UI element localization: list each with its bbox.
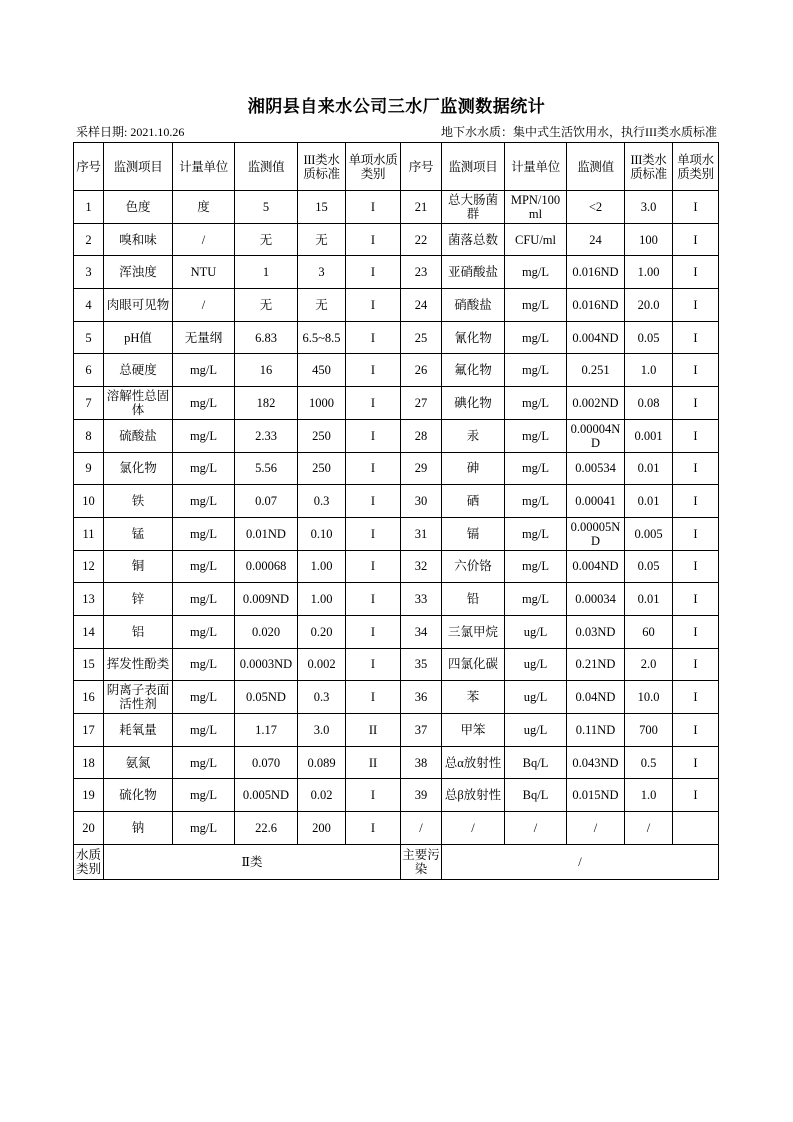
cell-standard: 3.0	[625, 191, 673, 224]
summary-row	[74, 844, 719, 879]
cell-no: 21	[401, 191, 442, 224]
table-row	[74, 191, 719, 224]
cell-grade: I	[673, 583, 719, 616]
cell-standard: 0.01	[625, 485, 673, 518]
cell-item: 氨氮	[104, 746, 173, 779]
cell-standard: 700	[625, 714, 673, 747]
cell-value: 2.33	[235, 419, 298, 452]
cell-item: 钠	[104, 812, 173, 845]
table-row	[74, 321, 719, 354]
table-body	[74, 191, 719, 845]
cell-unit: Bq/L	[505, 779, 567, 812]
cell-grade: I	[673, 387, 719, 420]
cell-unit: /	[505, 812, 567, 845]
header-unit: 计量单位	[173, 143, 235, 191]
cell-grade: I	[346, 485, 401, 518]
cell-value: 0.016ND	[567, 256, 625, 289]
cell-unit: 无量纲	[173, 321, 235, 354]
cell-standard: 100	[625, 223, 673, 256]
cell-grade: I	[346, 648, 401, 681]
cell-grade: I	[346, 191, 401, 224]
cell-no: 20	[74, 812, 104, 845]
cell-item: 六价铬	[442, 550, 505, 583]
cell-unit: /	[173, 289, 235, 322]
cell-no: /	[401, 812, 442, 845]
cell-grade: I	[346, 615, 401, 648]
cell-item: 色度	[104, 191, 173, 224]
cell-unit: mg/L	[173, 419, 235, 452]
cell-standard: 0.002	[298, 648, 346, 681]
cell-standard: /	[625, 812, 673, 845]
cell-grade: I	[346, 223, 401, 256]
header-item: 监测项目	[104, 143, 173, 191]
cell-grade: I	[346, 354, 401, 387]
cell-no: 29	[401, 452, 442, 485]
cell-value: 16	[235, 354, 298, 387]
cell-no: 2	[74, 223, 104, 256]
page-title: 湘阴县自来水公司三水厂监测数据统计	[247, 97, 546, 117]
cell-standard: 1000	[298, 387, 346, 420]
cell-item: 硫化物	[104, 779, 173, 812]
cell-value: /	[567, 812, 625, 845]
cell-no: 24	[401, 289, 442, 322]
cell-value: 0.00004ND	[567, 419, 625, 452]
cell-item: 碘化物	[442, 387, 505, 420]
cell-no: 35	[401, 648, 442, 681]
header-no: 序号	[401, 143, 442, 191]
cell-value: 0.05ND	[235, 681, 298, 714]
cell-standard: 0.089	[298, 746, 346, 779]
table-row	[74, 615, 719, 648]
water-quality-class-label: 水质类别	[74, 844, 104, 879]
cell-value: 0.04ND	[567, 681, 625, 714]
cell-grade: I	[346, 419, 401, 452]
cell-grade: I	[673, 485, 719, 518]
cell-no: 4	[74, 289, 104, 322]
water-type-note: 地下水水质：集中式生活饮用水，执行III类水质标准	[441, 125, 717, 139]
cell-no: 34	[401, 615, 442, 648]
cell-standard: 0.01	[625, 583, 673, 616]
cell-no: 17	[74, 714, 104, 747]
cell-item: 硫酸盐	[104, 419, 173, 452]
cell-item: 四氯化碳	[442, 648, 505, 681]
cell-no: 1	[74, 191, 104, 224]
cell-standard: 0.5	[625, 746, 673, 779]
cell-no: 25	[401, 321, 442, 354]
cell-unit: mg/L	[173, 452, 235, 485]
table-row	[74, 779, 719, 812]
cell-item: 菌落总数	[442, 223, 505, 256]
cell-value: 0.020	[235, 615, 298, 648]
cell-item: 锌	[104, 583, 173, 616]
cell-grade: I	[346, 387, 401, 420]
table-header	[74, 143, 719, 191]
cell-no: 5	[74, 321, 104, 354]
cell-grade: I	[673, 354, 719, 387]
cell-no: 16	[74, 681, 104, 714]
table-row	[74, 714, 719, 747]
cell-unit: 度	[173, 191, 235, 224]
cell-grade: I	[673, 648, 719, 681]
header-grade: 单项水质类别	[346, 143, 401, 191]
cell-standard: 0.01	[625, 452, 673, 485]
cell-value: 1.17	[235, 714, 298, 747]
cell-unit: Bq/L	[505, 746, 567, 779]
cell-unit: ug/L	[505, 648, 567, 681]
table-footer	[74, 844, 719, 879]
cell-standard: 0.05	[625, 321, 673, 354]
cell-item: 硝酸盐	[442, 289, 505, 322]
cell-value: 0.00005ND	[567, 517, 625, 550]
cell-unit: mg/L	[173, 615, 235, 648]
cell-unit: CFU/ml	[505, 223, 567, 256]
cell-grade: I	[673, 452, 719, 485]
cell-item: 溶解性总固体	[104, 387, 173, 420]
cell-no: 23	[401, 256, 442, 289]
cell-value: 0.00534	[567, 452, 625, 485]
cell-value: 0.00034	[567, 583, 625, 616]
cell-no: 33	[401, 583, 442, 616]
cell-grade: I	[673, 256, 719, 289]
cell-no: 3	[74, 256, 104, 289]
cell-value: 6.83	[235, 321, 298, 354]
cell-value: 0.11ND	[567, 714, 625, 747]
cell-no: 27	[401, 387, 442, 420]
cell-item: 铝	[104, 615, 173, 648]
cell-unit: mg/L	[505, 517, 567, 550]
cell-value: 0.004ND	[567, 550, 625, 583]
cell-unit: mg/L	[505, 321, 567, 354]
cell-no: 26	[401, 354, 442, 387]
cell-value: 5	[235, 191, 298, 224]
cell-unit: mg/L	[173, 387, 235, 420]
cell-no: 36	[401, 681, 442, 714]
cell-unit: mg/L	[173, 746, 235, 779]
cell-standard: 200	[298, 812, 346, 845]
cell-standard: 1.00	[298, 583, 346, 616]
cell-unit: mg/L	[505, 583, 567, 616]
cell-value: 24	[567, 223, 625, 256]
header-value: 监测值	[235, 143, 298, 191]
cell-standard: 450	[298, 354, 346, 387]
cell-standard: 15	[298, 191, 346, 224]
cell-value: 0.251	[567, 354, 625, 387]
cell-standard: 3.0	[298, 714, 346, 747]
table-row	[74, 289, 719, 322]
cell-item: 氯化物	[104, 452, 173, 485]
cell-item: 汞	[442, 419, 505, 452]
cell-standard: 无	[298, 289, 346, 322]
cell-grade: I	[673, 779, 719, 812]
cell-no: 30	[401, 485, 442, 518]
header-standard: III类水质标准	[625, 143, 673, 191]
cell-item: 苯	[442, 681, 505, 714]
cell-unit: mg/L	[173, 812, 235, 845]
cell-unit: mg/L	[173, 714, 235, 747]
cell-grade: I	[673, 746, 719, 779]
cell-value: 无	[235, 289, 298, 322]
cell-value: 0.005ND	[235, 779, 298, 812]
sample-date: 采样日期: 2021.10.26	[76, 125, 185, 139]
cell-grade: I	[346, 681, 401, 714]
cell-no: 31	[401, 517, 442, 550]
cell-standard: 0.005	[625, 517, 673, 550]
cell-standard: 250	[298, 452, 346, 485]
cell-unit: ug/L	[505, 615, 567, 648]
cell-value: 5.56	[235, 452, 298, 485]
cell-unit: mg/L	[505, 550, 567, 583]
cell-grade: I	[673, 321, 719, 354]
table-row	[74, 354, 719, 387]
cell-standard: 无	[298, 223, 346, 256]
cell-value: 0.015ND	[567, 779, 625, 812]
cell-unit: /	[173, 223, 235, 256]
cell-value: 22.6	[235, 812, 298, 845]
cell-grade: I	[673, 550, 719, 583]
table-row	[74, 681, 719, 714]
cell-no: 39	[401, 779, 442, 812]
cell-unit: mg/L	[173, 583, 235, 616]
cell-standard: 0.05	[625, 550, 673, 583]
cell-standard: 250	[298, 419, 346, 452]
cell-item: 总大肠菌群	[442, 191, 505, 224]
cell-unit: NTU	[173, 256, 235, 289]
cell-item: 浑浊度	[104, 256, 173, 289]
cell-item: 总α放射性	[442, 746, 505, 779]
cell-grade: I	[673, 714, 719, 747]
cell-grade: I	[346, 289, 401, 322]
cell-no: 10	[74, 485, 104, 518]
table-row	[74, 583, 719, 616]
cell-standard: 1.00	[298, 550, 346, 583]
cell-value: 0.0003ND	[235, 648, 298, 681]
table-row	[74, 812, 719, 845]
cell-item: 挥发性酚类	[104, 648, 173, 681]
cell-value: 0.00068	[235, 550, 298, 583]
cell-standard: 1.0	[625, 779, 673, 812]
cell-item: 肉眼可见物	[104, 289, 173, 322]
cell-unit: mg/L	[173, 779, 235, 812]
header-unit: 计量单位	[505, 143, 567, 191]
cell-unit: mg/L	[505, 256, 567, 289]
header-standard: III类水质标准	[298, 143, 346, 191]
cell-standard: 60	[625, 615, 673, 648]
cell-grade	[673, 812, 719, 845]
table-row	[74, 387, 719, 420]
cell-no: 18	[74, 746, 104, 779]
cell-item: 硒	[442, 485, 505, 518]
header-row	[74, 143, 719, 191]
cell-unit: mg/L	[505, 387, 567, 420]
cell-item: 阴离子表面活性剂	[104, 681, 173, 714]
header-item: 监测项目	[442, 143, 505, 191]
cell-no: 7	[74, 387, 104, 420]
cell-grade: I	[673, 289, 719, 322]
cell-no: 11	[74, 517, 104, 550]
main-pollutant-value: /	[442, 844, 719, 879]
main-pollutant-label: 主要污染	[401, 844, 442, 879]
cell-item: 总β放射性	[442, 779, 505, 812]
cell-item: 总硬度	[104, 354, 173, 387]
cell-value: 0.070	[235, 746, 298, 779]
cell-item: 砷	[442, 452, 505, 485]
cell-grade: I	[346, 517, 401, 550]
cell-no: 8	[74, 419, 104, 452]
cell-unit: mg/L	[173, 485, 235, 518]
cell-no: 19	[74, 779, 104, 812]
cell-item: 三氯甲烷	[442, 615, 505, 648]
cell-grade: I	[673, 223, 719, 256]
cell-item: 亚硝酸盐	[442, 256, 505, 289]
cell-grade: I	[346, 452, 401, 485]
cell-item: 锰	[104, 517, 173, 550]
table-row	[74, 517, 719, 550]
cell-grade: I	[673, 615, 719, 648]
cell-grade: I	[673, 681, 719, 714]
cell-standard: 1.0	[625, 354, 673, 387]
cell-item: 氟化物	[442, 354, 505, 387]
cell-unit: mg/L	[173, 550, 235, 583]
cell-value: 无	[235, 223, 298, 256]
water-quality-class-value: Ⅱ类	[104, 844, 401, 879]
cell-grade: I	[346, 256, 401, 289]
cell-standard: 6.5~8.5	[298, 321, 346, 354]
table-row	[74, 452, 719, 485]
cell-value: <2	[567, 191, 625, 224]
table-row	[74, 746, 719, 779]
cell-item: /	[442, 812, 505, 845]
cell-standard: 0.08	[625, 387, 673, 420]
cell-standard: 0.20	[298, 615, 346, 648]
cell-value: 0.002ND	[567, 387, 625, 420]
cell-item: 铜	[104, 550, 173, 583]
cell-unit: mg/L	[173, 681, 235, 714]
cell-item: 嗅和味	[104, 223, 173, 256]
table-row	[74, 256, 719, 289]
header-value: 监测值	[567, 143, 625, 191]
cell-standard: 0.02	[298, 779, 346, 812]
cell-grade: I	[346, 550, 401, 583]
cell-item: pH值	[104, 321, 173, 354]
table-row	[74, 223, 719, 256]
cell-unit: ug/L	[505, 681, 567, 714]
cell-standard: 0.10	[298, 517, 346, 550]
cell-standard: 0.001	[625, 419, 673, 452]
cell-no: 37	[401, 714, 442, 747]
cell-standard: 20.0	[625, 289, 673, 322]
cell-standard: 0.3	[298, 681, 346, 714]
monitoring-data-table	[73, 142, 719, 880]
cell-no: 14	[74, 615, 104, 648]
cell-value: 0.016ND	[567, 289, 625, 322]
cell-standard: 2.0	[625, 648, 673, 681]
cell-unit: ug/L	[505, 714, 567, 747]
cell-standard: 0.3	[298, 485, 346, 518]
cell-item: 耗氧量	[104, 714, 173, 747]
cell-value: 0.00041	[567, 485, 625, 518]
table-row	[74, 648, 719, 681]
meta-line	[76, 124, 717, 140]
table-row	[74, 419, 719, 452]
cell-value: 0.004ND	[567, 321, 625, 354]
cell-unit: mg/L	[505, 354, 567, 387]
cell-unit: mg/L	[505, 485, 567, 518]
cell-standard: 1.00	[625, 256, 673, 289]
cell-value: 182	[235, 387, 298, 420]
cell-grade: I	[346, 812, 401, 845]
cell-grade: I	[346, 321, 401, 354]
cell-grade: I	[673, 517, 719, 550]
cell-no: 15	[74, 648, 104, 681]
cell-value: 0.21ND	[567, 648, 625, 681]
header-no: 序号	[74, 143, 104, 191]
cell-value: 0.07	[235, 485, 298, 518]
cell-unit: mg/L	[505, 452, 567, 485]
cell-no: 28	[401, 419, 442, 452]
cell-grade: II	[346, 714, 401, 747]
cell-no: 12	[74, 550, 104, 583]
cell-value: 0.043ND	[567, 746, 625, 779]
cell-value: 0.009ND	[235, 583, 298, 616]
cell-value: 0.03ND	[567, 615, 625, 648]
cell-unit: mg/L	[173, 354, 235, 387]
header-grade: 单项水质类别	[673, 143, 719, 191]
cell-grade: I	[673, 191, 719, 224]
cell-item: 氰化物	[442, 321, 505, 354]
cell-unit: MPN/100ml	[505, 191, 567, 224]
cell-item: 铁	[104, 485, 173, 518]
cell-item: 甲笨	[442, 714, 505, 747]
cell-no: 13	[74, 583, 104, 616]
cell-item: 铅	[442, 583, 505, 616]
cell-standard: 10.0	[625, 681, 673, 714]
cell-no: 38	[401, 746, 442, 779]
cell-value: 1	[235, 256, 298, 289]
cell-unit: mg/L	[505, 419, 567, 452]
cell-no: 6	[74, 354, 104, 387]
cell-grade: I	[346, 583, 401, 616]
table-row	[74, 485, 719, 518]
cell-value: 0.01ND	[235, 517, 298, 550]
cell-grade: I	[346, 779, 401, 812]
cell-grade: II	[346, 746, 401, 779]
table-row	[74, 550, 719, 583]
cell-no: 32	[401, 550, 442, 583]
cell-unit: mg/L	[173, 517, 235, 550]
cell-no: 9	[74, 452, 104, 485]
cell-unit: mg/L	[505, 289, 567, 322]
cell-item: 镉	[442, 517, 505, 550]
cell-standard: 3	[298, 256, 346, 289]
cell-grade: I	[673, 419, 719, 452]
cell-no: 22	[401, 223, 442, 256]
cell-unit: mg/L	[173, 648, 235, 681]
